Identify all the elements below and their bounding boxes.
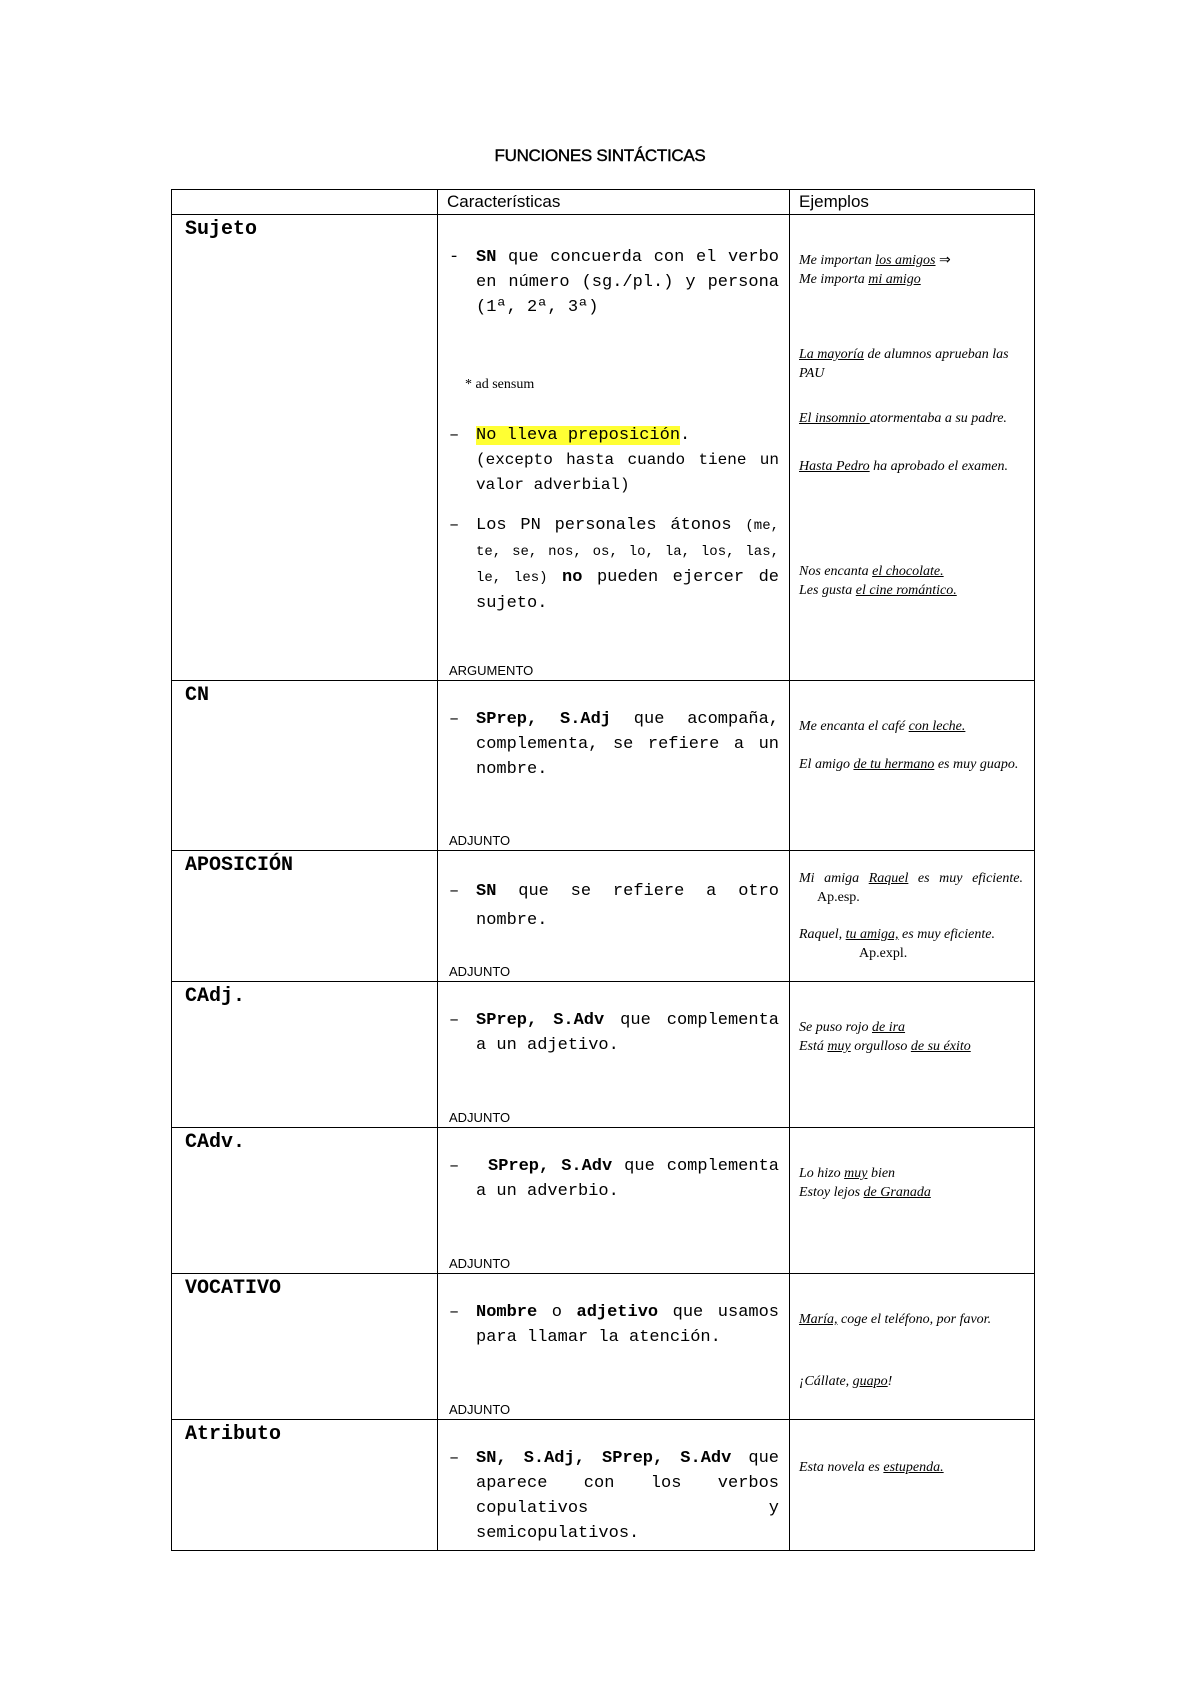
apposition-type-label: Ap.expl. (859, 946, 908, 961)
table-row-sujeto (172, 215, 1035, 681)
characteristic-text: que complementa a un adjetivo. (476, 1011, 779, 1055)
table-row-cadv (172, 1128, 1035, 1274)
example (799, 755, 1023, 774)
bullet-dash: – (449, 426, 460, 445)
example (799, 1310, 1023, 1329)
example (799, 407, 1023, 431)
characteristic-bold: adjetivo (576, 1303, 659, 1322)
functions-table (171, 189, 1035, 1551)
function-type-tag: ARGUMENTO (449, 663, 534, 678)
apposition-type-label: Ap.esp. (817, 890, 860, 905)
characteristic-item (449, 707, 779, 782)
characteristic-item (449, 245, 779, 320)
example-text: Nos encanta (799, 564, 873, 579)
table-row-cadj (172, 982, 1035, 1128)
example-text: El amigo (799, 757, 854, 772)
example-underlined: María, (799, 1312, 838, 1327)
note-ad-sensum: * ad sensum (465, 377, 535, 392)
characteristic-text: (me, te, se, nos, os, lo, la, los, las, le, les) (476, 518, 779, 586)
function-name: CAdj. (185, 985, 246, 1008)
example-text: atormentaba a su padre. (869, 411, 1007, 426)
example (799, 1018, 1023, 1056)
example-underlined: de tu hermano (853, 757, 935, 772)
example (799, 562, 1023, 600)
arrow-icon: ⇒ (935, 253, 951, 268)
characteristic-text: Los PN personales átonos (476, 516, 746, 535)
example-text: ! (887, 1374, 893, 1389)
example-underlined: La mayoría (799, 347, 864, 362)
highlighted-text: No lleva preposición (476, 426, 681, 445)
example-text: Raquel, (799, 927, 846, 942)
example-underlined: muy (827, 1039, 851, 1054)
function-name: VOCATIVO (185, 1277, 282, 1300)
example-text: bien (867, 1166, 896, 1181)
characteristic-text: que acompaña, complementa, se refiere a un nombre. (476, 710, 780, 779)
characteristic-item (449, 1008, 779, 1058)
example-text: Les gusta (799, 583, 856, 598)
example-underlined: El insomnio (799, 411, 870, 426)
characteristic-text: pueden ejercer de sujeto. (476, 568, 780, 613)
characteristic-text: . (680, 426, 691, 445)
function-cell (172, 1128, 438, 1274)
examples-cell (790, 851, 1035, 982)
function-cell (172, 851, 438, 982)
characteristic-bold: SPrep, S.Adj (476, 710, 612, 729)
example-underlined: guapo (852, 1374, 888, 1389)
characteristic-item (449, 1446, 779, 1546)
example-text: Esta novela es (799, 1460, 884, 1475)
example-underlined: de Granada (863, 1185, 931, 1200)
characteristics-cell (438, 215, 790, 681)
function-cell (172, 681, 438, 851)
example (799, 455, 1023, 479)
bullet-dash: – (449, 882, 460, 901)
example (799, 1458, 1023, 1477)
example (799, 869, 1023, 907)
function-type-tag: ADJUNTO (449, 1256, 511, 1271)
function-type-tag: ADJUNTO (449, 964, 511, 979)
examples-cell (790, 1420, 1035, 1551)
characteristic-text: (excepto hasta cuando tiene un valor adverbial) (476, 451, 779, 494)
function-name: APOSICIÓN (185, 854, 294, 877)
example-text: ¡Cállate, (799, 1374, 853, 1389)
function-cell (172, 1420, 438, 1551)
header-ejemplos (790, 190, 1035, 215)
characteristic-text: o (537, 1303, 577, 1322)
characteristics-cell (438, 851, 790, 982)
function-type-tag: ADJUNTO (449, 1402, 511, 1417)
examples-cell (790, 982, 1035, 1128)
examples-cell (790, 215, 1035, 681)
example-underlined: tu amiga, (845, 927, 899, 942)
table-row-atributo (172, 1420, 1035, 1551)
characteristic-text: que complementa a un adverbio. (476, 1157, 779, 1201)
example-underlined: mi amigo (868, 272, 921, 287)
bullet-dash: – (449, 710, 460, 729)
example (799, 1164, 1023, 1202)
example-underlined: muy (844, 1166, 868, 1181)
table-row-cn (172, 681, 1035, 851)
function-type-tag: ADJUNTO (449, 1110, 511, 1125)
example-text: Lo hizo (799, 1166, 845, 1181)
example (799, 717, 1023, 736)
bullet-dash: - (449, 248, 460, 267)
function-name: Atributo (185, 1423, 282, 1446)
example-underlined: Hasta Pedro (799, 459, 870, 474)
example-text: es muy guapo. (934, 757, 1019, 772)
example-text: coge el teléfono, por favor. (837, 1312, 992, 1327)
example-text: Me encanta el café (799, 719, 909, 734)
example-text: Mi amiga (799, 871, 869, 886)
header-col3-label: Ejemplos (799, 192, 869, 211)
examples-cell (790, 1128, 1035, 1274)
function-cell (172, 215, 438, 681)
examples-cell (790, 1274, 1035, 1420)
example-underlined: Raquel (868, 871, 909, 886)
example (799, 925, 1023, 963)
table-row-aposicion (172, 851, 1035, 982)
example (799, 1372, 1023, 1391)
bullet-dash: – (449, 1303, 460, 1322)
bullet-dash: – (449, 1011, 460, 1030)
example-text: Me importan (799, 253, 876, 268)
characteristic-item (449, 513, 779, 616)
bullet-dash: – (449, 1449, 460, 1468)
characteristic-bold: SN (476, 248, 497, 267)
bullet-dash: – (449, 1157, 460, 1176)
example-text: es muy eficiente. (898, 927, 995, 942)
example-underlined: de ira (871, 1020, 906, 1035)
characteristics-cell (438, 982, 790, 1128)
characteristics-cell (438, 1274, 790, 1420)
example-text: Se puso rojo (799, 1020, 872, 1035)
example-text: Me importa (799, 272, 869, 287)
table-header-row (172, 190, 1035, 215)
function-cell (172, 982, 438, 1128)
characteristics-cell (438, 1128, 790, 1274)
example-text: es muy eficiente. (908, 871, 1023, 886)
characteristic-bold: SN, S.Adj, SPrep, S.Adv (476, 1449, 732, 1468)
example-underlined: estupenda. (883, 1460, 944, 1475)
example-text: Está (799, 1039, 828, 1054)
function-name: Sujeto (185, 218, 258, 241)
example-text: de alumnos aprueban las PAU (799, 347, 1009, 381)
characteristic-item (449, 1300, 779, 1350)
example-underlined: el cine romántico. (855, 583, 957, 598)
example-underlined: de su éxito (910, 1039, 971, 1054)
characteristic-text: que concuerda con el verbo en número (sg./pl.) y persona (1ª, 2ª, 3ª) (476, 248, 779, 317)
function-type-tag: ADJUNTO (449, 833, 511, 848)
characteristic-bold: no (547, 568, 583, 587)
characteristics-cell (438, 1420, 790, 1551)
example-underlined: los amigos (875, 253, 936, 268)
characteristic-bold: Nombre (476, 1303, 538, 1322)
characteristic-bold: SN (476, 882, 497, 901)
example-text: Estoy lejos (799, 1185, 864, 1200)
bullet-dash: – (449, 516, 460, 535)
characteristic-bold: SPrep, S.Adv (488, 1157, 613, 1176)
characteristic-bold: SPrep, S.Adv (476, 1011, 605, 1030)
characteristic-text: que se refiere a otro nombre. (476, 882, 779, 930)
characteristic-item (449, 877, 779, 935)
example-underlined: el chocolate. (872, 564, 944, 579)
example (799, 345, 1023, 383)
function-cell (172, 1274, 438, 1420)
examples-cell (790, 681, 1035, 851)
header-empty-cell (172, 190, 438, 215)
characteristic-text: que usamos para llamar la atención. (476, 1303, 780, 1347)
header-col2-label: Características (447, 192, 561, 211)
function-name: CN (185, 684, 210, 707)
header-caracteristicas (438, 190, 790, 215)
characteristics-cell (438, 681, 790, 851)
example (799, 251, 1023, 289)
function-name: CAdv. (185, 1131, 246, 1154)
example-underlined: con leche. (908, 719, 966, 734)
page-title: FUNCIONES SINTÁCTICAS (494, 146, 706, 165)
characteristic-item (449, 1154, 779, 1204)
table-row-vocativo (172, 1274, 1035, 1420)
example-text: orgulloso (850, 1039, 911, 1054)
characteristic-item (449, 423, 779, 498)
characteristic-text: que aparece con los verbos copulativos y semicopulativos. (476, 1449, 780, 1543)
example-text: ha aprobado el examen. (869, 459, 1008, 474)
